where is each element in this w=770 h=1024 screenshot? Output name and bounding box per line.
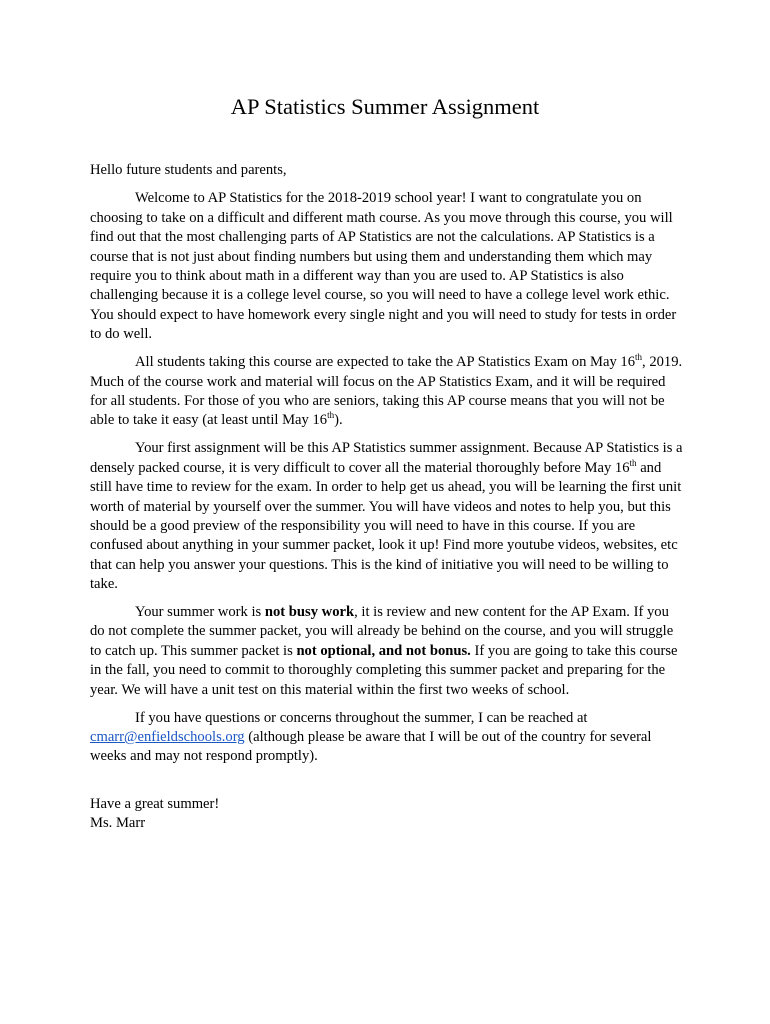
paragraph-exam-text-a: All students taking this course are expected to take the AP Statistics Exam on May 16 xyxy=(135,354,636,371)
document-title: AP Statistics Summer Assignment xyxy=(230,94,540,119)
emphasis-not-optional: not optional, and not bonus. xyxy=(296,642,471,659)
signature: Ms. Marr xyxy=(90,815,146,832)
superscript-th: th xyxy=(327,410,335,421)
paragraph-assignment-text-a: Your first assignment will be this AP Statistics summer assignment. Because AP Statistics is a densely packed course, it is very difficult to cover all the material thoroughly before May 16 xyxy=(90,440,683,476)
paragraph-summer-work-text-c: If you are going to take this course in the fall, you need to commit to thoroughly completing this summer packet and preparing for the year. We will have a unit test on this material within the first two weeks of school. xyxy=(90,642,678,698)
paragraph-contact-text-b: (although please be aware that I will be out of the country for several weeks and may not respond promptly). xyxy=(90,728,652,765)
superscript-th: th xyxy=(629,457,637,468)
greeting: Hello future students and parents, xyxy=(90,162,287,178)
paragraph-exam-text-b: , 2019. Much of the course work and material will focus on the AP Statistics Exam, and it will be required for all students. For those of you who are seniors, taking this AP course means that you will not be able to take it easy (at least until May 16 xyxy=(90,354,683,429)
paragraph-assignment-text-b: and still have time to review for the exam. In order to help get us ahead, you will be learning the first unit worth of material by yourself over the summer. You will have videos and notes to help you, but this should be a good preview of the responsibility you will need to have in this course. If you are confused about anything in your summer packet, look it up! Find more youtube videos, websites, etc that can help you answer your questions. This is the kind of initiative you will need to be willing to take. xyxy=(90,459,682,593)
email-link[interactable]: cmarr@enfieldschools.org xyxy=(90,728,245,745)
paragraph-assignment xyxy=(90,439,684,594)
paragraph-exam xyxy=(90,353,684,431)
paragraph-summer-work-text-a: Your summer work is xyxy=(135,604,265,621)
paragraph-contact-text-a: If you have questions or concerns throughout the summer, I can be reached at xyxy=(135,709,588,726)
letter-body xyxy=(90,161,684,834)
closing-line: Have a great summer! xyxy=(90,795,220,812)
paragraph-summer-work-text-b: , it is review and new content for the AP Exam. If you do not complete the summer packet, you will already be behind on the course, and you will struggle to catch up. This summer packet is xyxy=(90,604,674,659)
superscript-th: th xyxy=(635,352,643,363)
emphasis-not-busy-work: not busy work xyxy=(264,604,355,621)
paragraph-summer-work xyxy=(90,603,684,700)
paragraph-exam-text-c: ). xyxy=(334,412,343,429)
paragraph-contact xyxy=(90,709,684,767)
paragraph-welcome: Welcome to AP Statistics for the 2018-2019 school year! I want to congratulate you on choosing to take on a difficult and different math course. As you move through this course, you will find out that the most challenging parts of AP Statistics are not the calculations. AP Statistics is a course that is not just about finding numbers but using them and understanding them which may require you to think about math in a different way than you are used to. AP Statistics is also challenging because it is a college level course, so you will need to have a college level work ethic. You should expect to have homework every single night and you will need to study for tests in order to do well. xyxy=(90,190,677,343)
